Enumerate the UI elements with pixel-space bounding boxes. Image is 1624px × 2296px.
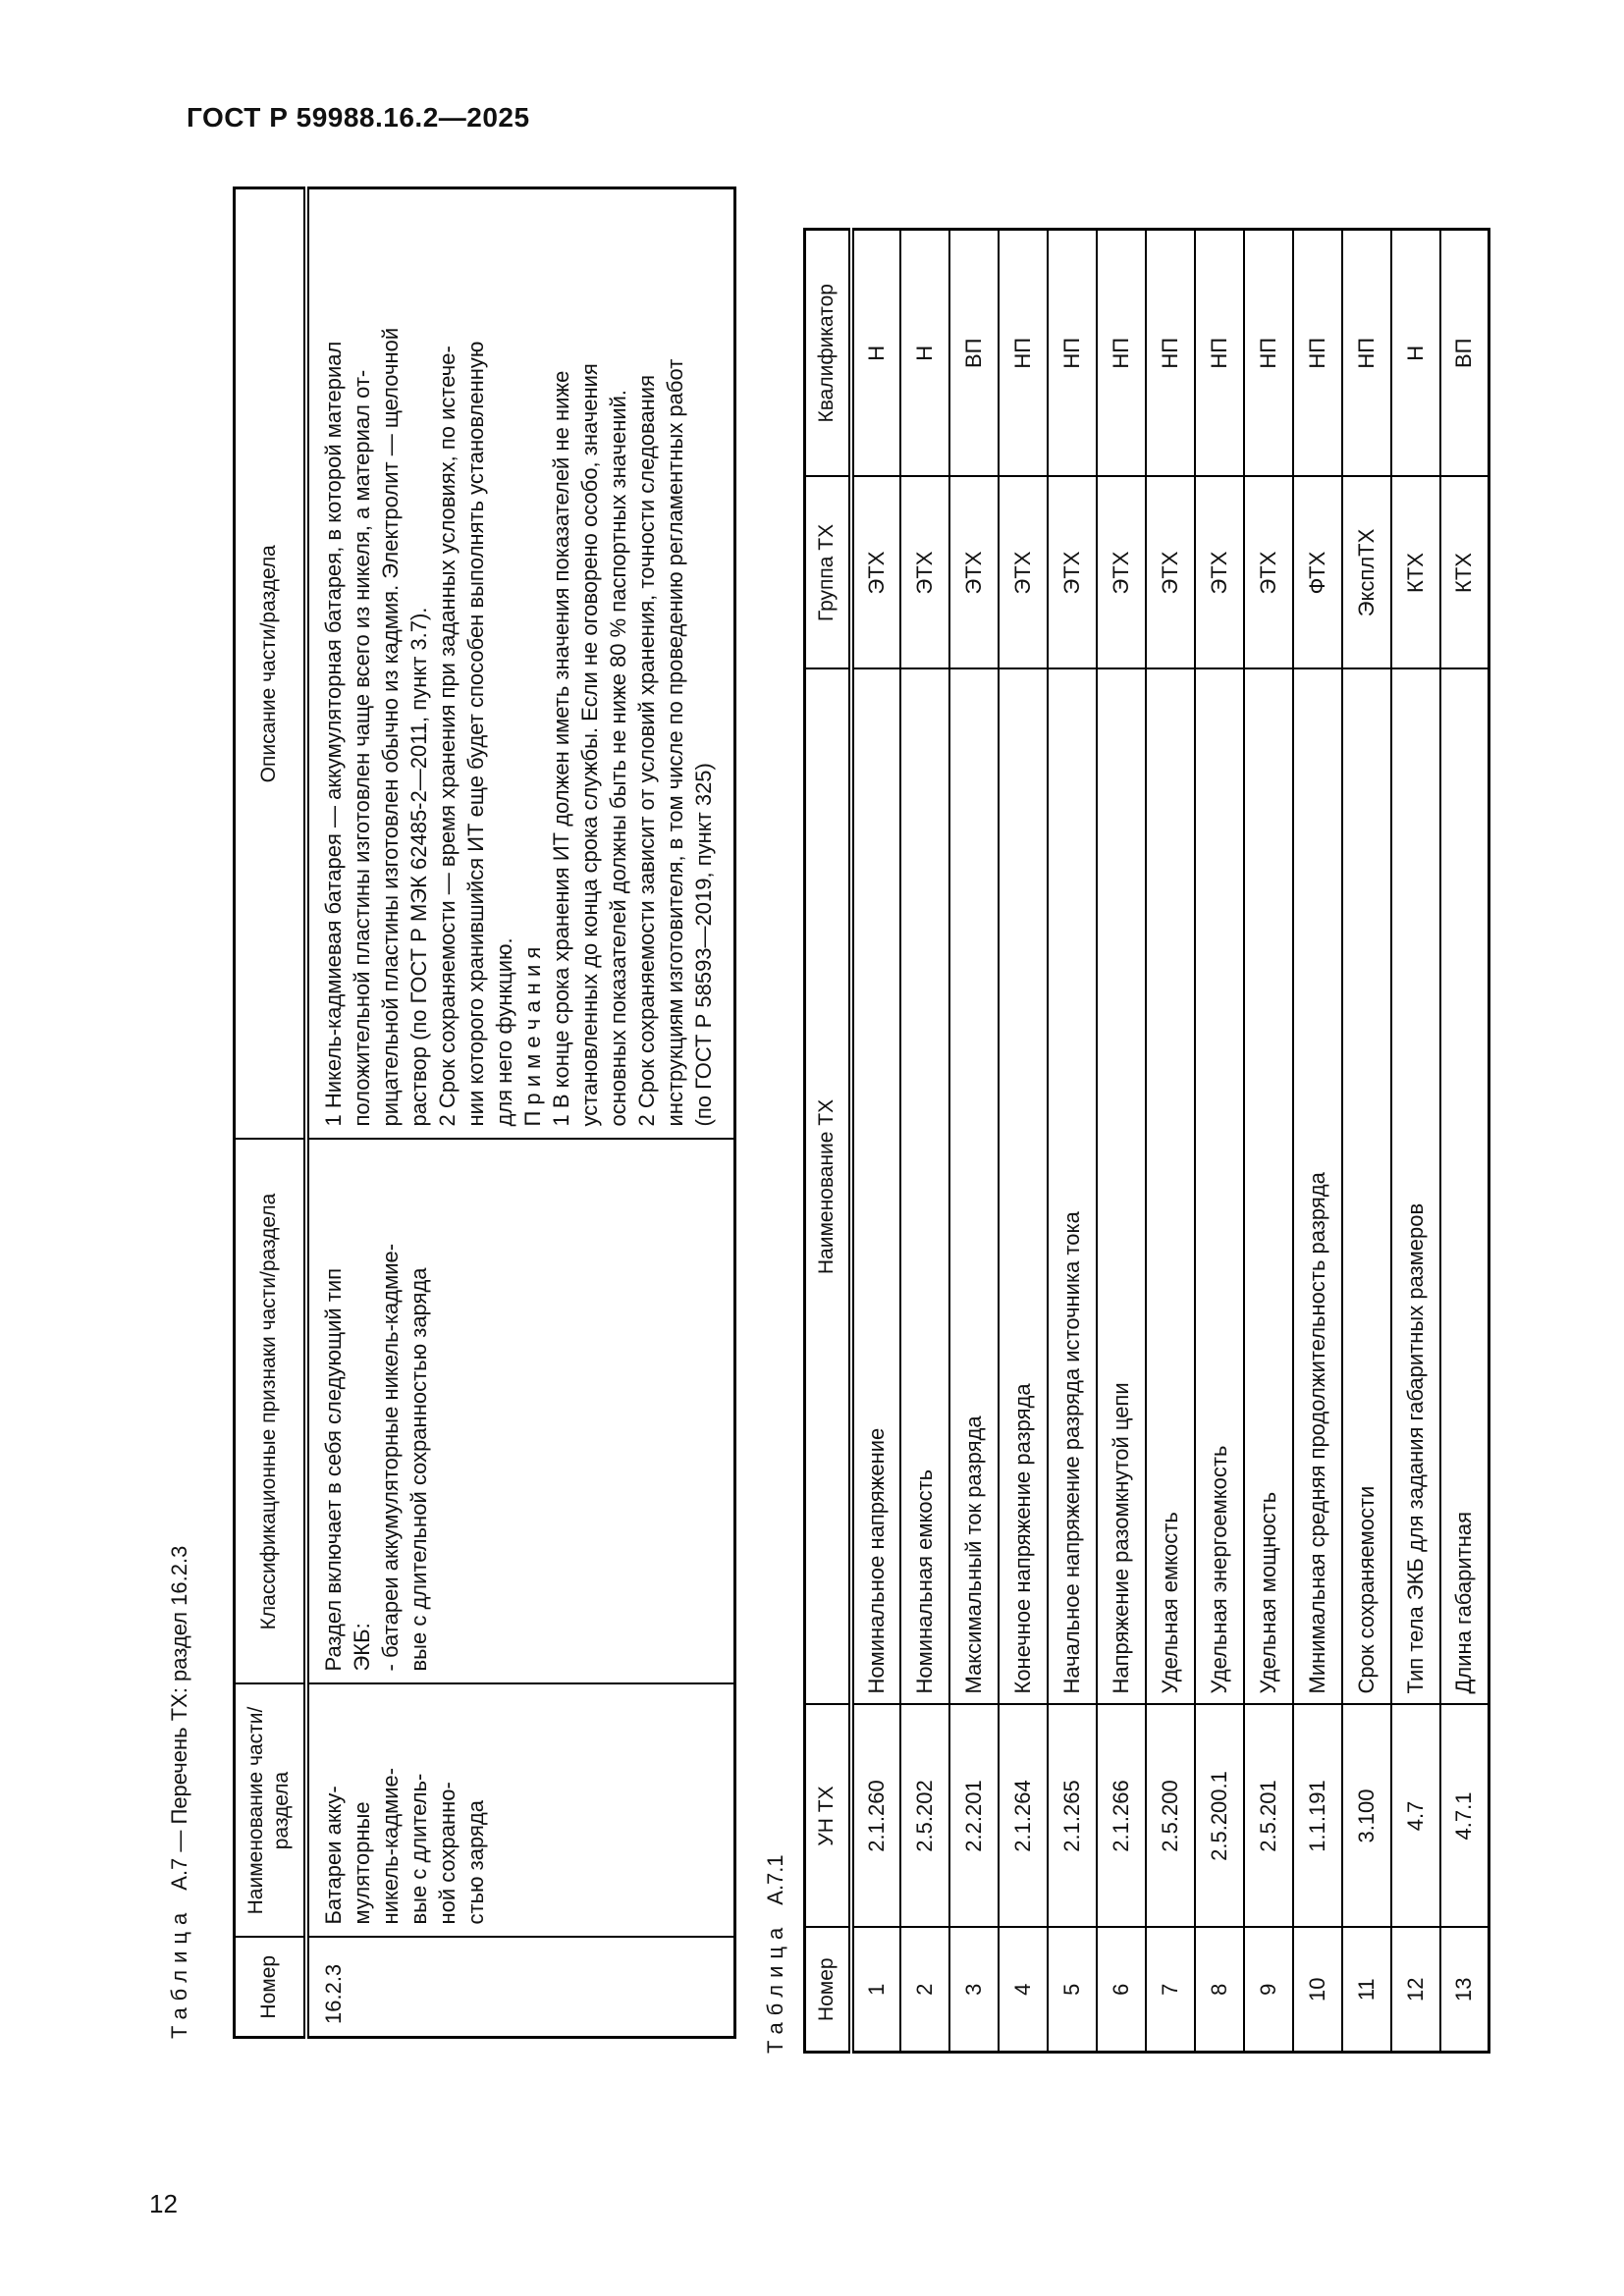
column-header-part-name: Наименование части/раздела — [235, 1684, 306, 1938]
table-a71-header-row — [805, 230, 851, 2053]
cell-group-tx: ЭТХ — [1146, 477, 1195, 669]
table-a7-title-word: Таблица — [167, 1905, 191, 2039]
cell-name-tx: Начальное напряжение разряда источника тока — [1048, 669, 1097, 1705]
cell-number: 12 — [1391, 1928, 1440, 2053]
cell-number: 10 — [1293, 1928, 1342, 2053]
table-a71-title — [763, 231, 803, 2054]
cell-qualifier: НП — [1342, 230, 1391, 477]
text-line: - батареи аккумуляторные никель-кадмие- — [377, 1243, 403, 1672]
cell-group-tx: ЭТХ — [900, 477, 949, 669]
cell-group-tx: ФТХ — [1293, 477, 1342, 669]
cell-qualifier: НП — [1146, 230, 1195, 477]
cell-number — [306, 1938, 735, 2038]
column-header-un-tx: УН ТХ — [805, 1705, 851, 1928]
table-row — [1342, 230, 1391, 2053]
cell-name-tx: Тип тела ЭКБ для задания габаритных размеров — [1391, 669, 1440, 1705]
text-line: Раздел включает в себя следующий тип — [320, 1267, 346, 1672]
cell-number: 3 — [949, 1928, 999, 2053]
text-line: установленных до конца срока службы. Если не оговорено особо, значения — [576, 363, 602, 1127]
text-line: ной сохранно- — [434, 1782, 460, 1925]
table-a71 — [803, 228, 1490, 2054]
table-a71-title-word: Таблица — [763, 1920, 787, 2054]
text-line: стью заряда — [462, 1800, 488, 1925]
document-header: ГОСТ Р 59988.16.2—2025 — [187, 102, 530, 133]
text-line: нии которого хранившийся ИТ еще будет способен выполнять установленную — [462, 341, 488, 1127]
cell-un-tx: 1.1.191 — [1293, 1705, 1342, 1928]
cell-name-tx: Конечное напряжение разряда — [999, 669, 1048, 1705]
table-row — [1097, 230, 1146, 2053]
cell-number: 11 — [1342, 1928, 1391, 2053]
column-header-description: Описание части/раздела — [235, 188, 306, 1140]
table-row — [999, 230, 1048, 2053]
table-a71-title-text: А.7.1 — [763, 1854, 787, 1905]
table-row — [1195, 230, 1244, 2053]
text-line: 2 Срок сохраняемости зависит от условий хранения, точности следования — [633, 375, 659, 1127]
cell-name-tx: Максимальный ток разряда — [949, 669, 999, 1705]
cell-group-tx: КТХ — [1440, 477, 1489, 669]
table-row — [949, 230, 999, 2053]
cell-group-tx: КТХ — [1391, 477, 1440, 669]
table-row — [851, 230, 900, 2053]
table-row — [1048, 230, 1097, 2053]
text-line: (по ГОСТ Р 58593—2019, пункт 325) — [690, 763, 716, 1127]
cell-group-tx: ЭТХ — [999, 477, 1048, 669]
cell-name-tx: Удельная мощность — [1244, 669, 1293, 1705]
cell-qualifier: Н — [900, 230, 949, 477]
text-line: 1 Никель-кадмиевая батарея — аккумуляторная батарея, в которой материал — [320, 341, 346, 1127]
cell-group-tx: ЭТХ — [1097, 477, 1146, 669]
cell-group-tx: ЭТХ — [949, 477, 999, 669]
text-line: 1 В конце срока хранения ИТ должен иметь значения показателей не ниже — [548, 370, 573, 1127]
cell-qualifier: НП — [1097, 230, 1146, 477]
table-a7-title-text: А.7 — Перечень ТХ: раздел 16.2.3 — [167, 1545, 191, 1891]
cell-number: 2 — [900, 1928, 949, 2053]
text-line: рицательной пластины изготовлен обычно из кадмия. Электролит — щелочной — [377, 327, 403, 1127]
column-header-qualifier: Квалификатор — [805, 230, 851, 477]
cell-name-tx: Срок сохраняемости — [1342, 669, 1391, 1705]
cell-un-tx: 2.1.260 — [851, 1705, 900, 1928]
cell-un-tx: 2.1.264 — [999, 1705, 1048, 1928]
cell-group-tx: ЭТХ — [1244, 477, 1293, 669]
cell-number: 4 — [999, 1928, 1048, 2053]
cell-un-tx: 2.2.201 — [949, 1705, 999, 1928]
cell-qualifier: НП — [1244, 230, 1293, 477]
cell-group-tx: ЭТХ — [851, 477, 900, 669]
text-line: ЭКБ: — [349, 1623, 374, 1672]
text-line: муляторные — [349, 1801, 374, 1925]
table-row — [1244, 230, 1293, 2053]
cell-un-tx: 2.5.200.1 — [1195, 1705, 1244, 1928]
cell-name-tx: Удельная энергоемкость — [1195, 669, 1244, 1705]
text-line: вые с длитель- — [406, 1773, 431, 1925]
column-header-number: Номер — [235, 1938, 306, 2038]
cell-name-tx: Длина габаритная — [1440, 669, 1489, 1705]
cell-number: 1 — [851, 1928, 900, 2053]
column-header-number: Номер — [805, 1928, 851, 2053]
text-line: никель-кадмие- — [377, 1767, 403, 1925]
cell-un-tx: 2.1.265 — [1048, 1705, 1097, 1928]
cell-qualifier: Н — [851, 230, 900, 477]
cell-number: 7 — [1146, 1928, 1195, 2053]
cell-name-tx: Минимальная средняя продолжительность разряда — [1293, 669, 1342, 1705]
text-line: основных показателей должны быть не ниже 80 % паспортных значений. — [605, 389, 630, 1127]
table-a71-block — [763, 231, 1486, 2054]
page-number: 12 — [149, 2189, 178, 2218]
text-line: П р и м е ч а н и я — [519, 946, 545, 1127]
cell-un-tx: 2.5.201 — [1244, 1705, 1293, 1928]
cell-number: 8 — [1195, 1928, 1244, 2053]
cell-qualifier: НП — [1293, 230, 1342, 477]
cell-group-tx: ЭТХ — [1048, 477, 1097, 669]
table-a7-title — [167, 189, 233, 2039]
cell-qualifier: НП — [999, 230, 1048, 477]
cell-un-tx: 4.7 — [1391, 1705, 1440, 1928]
cell-group-tx: ЭксплТХ — [1342, 477, 1391, 669]
cell-un-tx: 4.7.1 — [1440, 1705, 1489, 1928]
cell-name-tx: Номинальная емкость — [900, 669, 949, 1705]
cell-qualifier: НП — [1195, 230, 1244, 477]
text-line: для него функцию. — [491, 937, 516, 1127]
cell-name-tx: Номинальное напряжение — [851, 669, 900, 1705]
table-row — [1146, 230, 1195, 2053]
cell-number: 13 — [1440, 1928, 1489, 2053]
cell-description — [306, 188, 735, 1140]
cell-qualifier: ВП — [1440, 230, 1489, 477]
text-line: инструкциям изготовителя, в том числе по проведению регламентных работ — [662, 358, 687, 1127]
cell-number: 9 — [1244, 1928, 1293, 2053]
cell-name-tx: Напряжение разомкнутой цепи — [1097, 669, 1146, 1705]
column-header-classification: Классификационные признаки части/раздела — [235, 1140, 306, 1684]
cell-number: 6 — [1097, 1928, 1146, 2053]
cell-un-tx: 2.5.202 — [900, 1705, 949, 1928]
text-line: 16.2.3 — [320, 1963, 346, 2024]
cell-qualifier: Н — [1391, 230, 1440, 477]
cell-part-name — [306, 1684, 735, 1938]
table-row — [900, 230, 949, 2053]
cell-classification — [306, 1140, 735, 1684]
table-row — [1391, 230, 1440, 2053]
table-a7-block — [167, 189, 733, 2039]
cell-number: 5 — [1048, 1928, 1097, 2053]
text-line: положительной пластины изготовлен чаще всего из никеля, а материал от- — [349, 369, 374, 1127]
table-a7-header-row — [235, 188, 306, 2038]
text-line: раствор (по ГОСТ Р МЭК 62485-2—2011, пункт 3.7). — [406, 607, 431, 1127]
text-line: Батареи акку- — [320, 1786, 346, 1925]
table-a7-data-row — [306, 188, 735, 2038]
cell-group-tx: ЭТХ — [1195, 477, 1244, 669]
cell-qualifier: НП — [1048, 230, 1097, 477]
table-row — [1440, 230, 1489, 2053]
cell-name-tx: Удельная емкость — [1146, 669, 1195, 1705]
table-row — [1293, 230, 1342, 2053]
table-a7 — [233, 187, 736, 2039]
cell-qualifier: ВП — [949, 230, 999, 477]
text-line: вые с длительной сохранностью заряда — [406, 1267, 431, 1672]
column-header-group-tx: Группа ТХ — [805, 477, 851, 669]
cell-un-tx: 2.1.266 — [1097, 1705, 1146, 1928]
cell-un-tx: 3.100 — [1342, 1705, 1391, 1928]
text-line: 2 Срок сохраняемости — время хранения при заданных условиях, по истече- — [434, 346, 460, 1127]
column-header-name-tx: Наименование ТХ — [805, 669, 851, 1705]
cell-un-tx: 2.5.200 — [1146, 1705, 1195, 1928]
